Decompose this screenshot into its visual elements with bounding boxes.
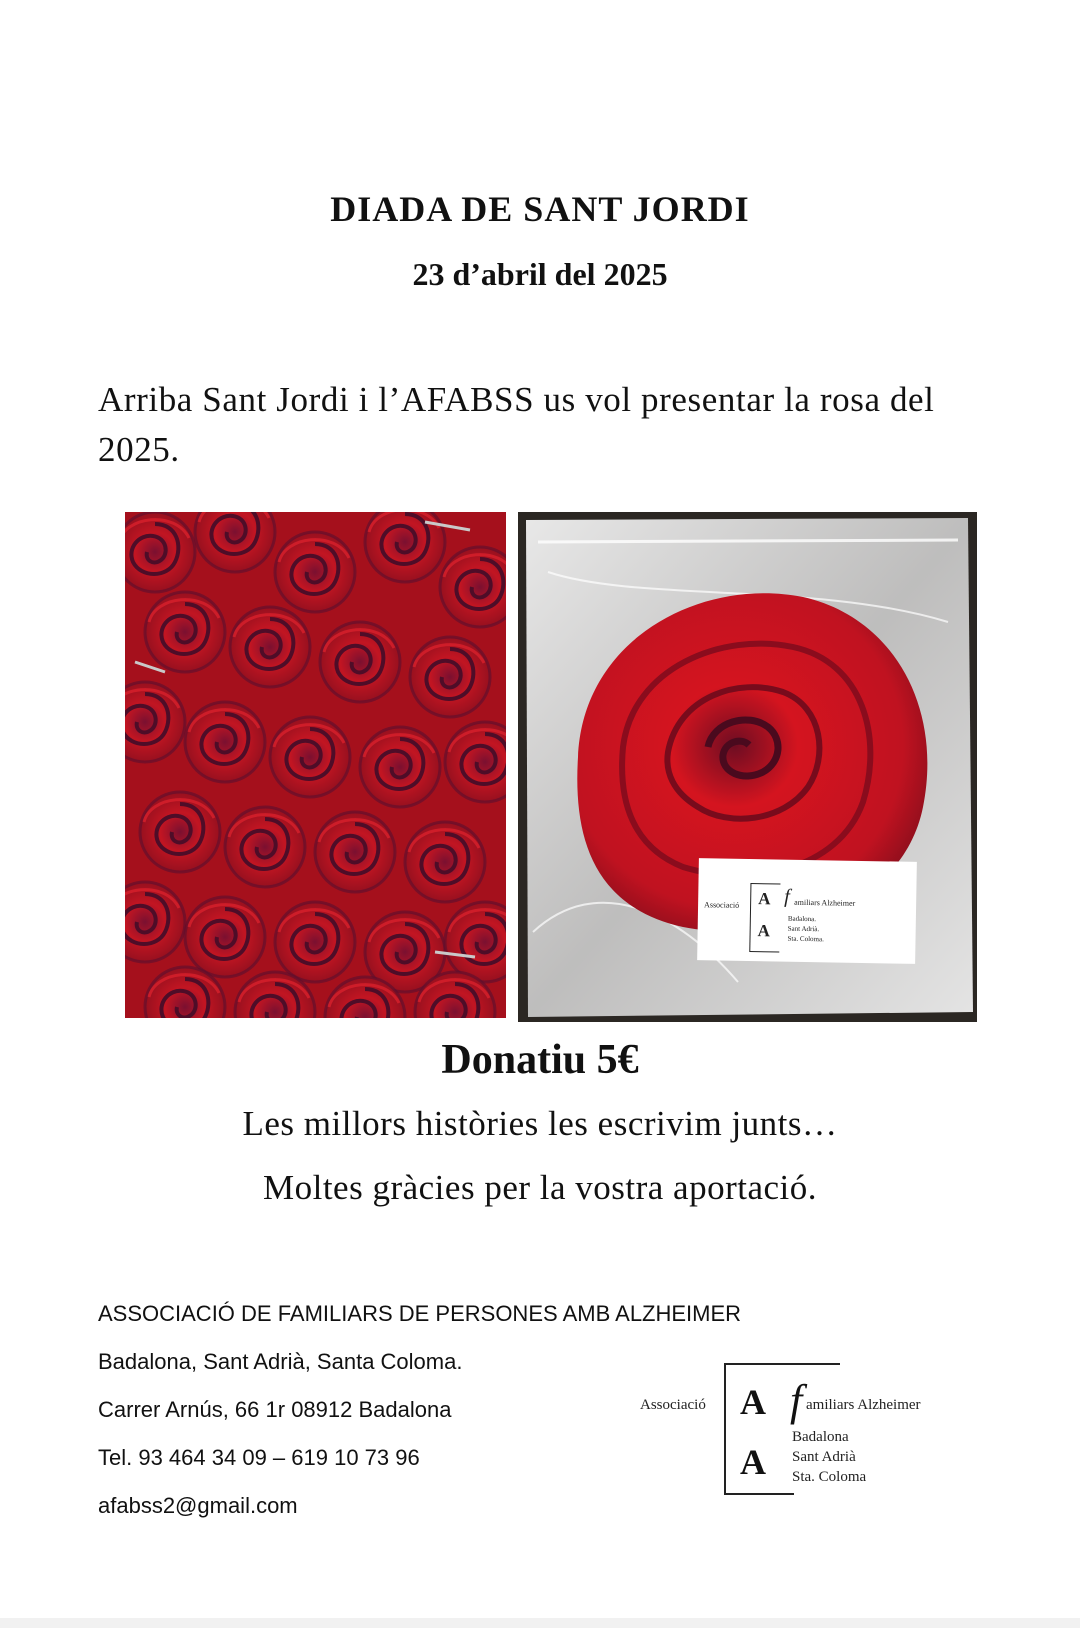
logo-letter-top: A: [740, 1382, 766, 1422]
contact-phone[interactable]: Tel. 93 464 34 09 – 619 10 73 96: [98, 1445, 420, 1470]
card-letter-bottom: A: [757, 921, 771, 941]
card-letter-top: A: [758, 889, 771, 909]
logo-letter-bottom: A: [740, 1442, 766, 1482]
logo-prefix: Associació: [640, 1397, 706, 1413]
event-title: DIADA DE SANT JORDI: [330, 189, 750, 229]
contact-email[interactable]: afabss2@gmail.com: [98, 1493, 298, 1518]
roses-pile-image: [125, 512, 506, 1018]
logo-bracket-top: [724, 1363, 840, 1365]
contact-org: ASSOCIACIÓ DE FAMILIARS DE PERSONES AMB ALZHEIMER: [98, 1301, 742, 1326]
contact-address: Carrer Arnús, 66 1r 08912 Badalona: [98, 1397, 452, 1422]
intro-paragraph: Arriba Sant Jordi i l’AFABSS us vol presentar la rosa del 2025.: [98, 380, 935, 469]
card-f-letter: f: [784, 885, 791, 908]
contact-area: Badalona, Sant Adrià, Santa Coloma.: [98, 1349, 463, 1374]
card-bracket-top: [750, 883, 780, 885]
bottom-strip: [0, 1618, 1080, 1628]
card-line-1: Badalona.: [787, 914, 817, 924]
donation-amount: Donatiu 5€: [441, 1037, 639, 1083]
afabss-logo: [640, 1363, 980, 1503]
card-bracket: [749, 883, 751, 951]
logo-line-2: Sant Adrià: [792, 1449, 856, 1465]
logo-f-rest: amiliars Alzheimer: [806, 1397, 921, 1413]
logo-bracket-bottom: [724, 1493, 794, 1495]
business-card: [697, 858, 917, 964]
slogan: Les millors històries les escrivim junts…: [242, 1104, 838, 1143]
logo-line-3: Sta. Coloma: [792, 1469, 867, 1485]
logo-f-letter: f: [790, 1376, 803, 1425]
logo-line-1: Badalona: [792, 1429, 849, 1445]
event-date: 23 d’abril del 2025: [412, 256, 668, 292]
thanks-message: Moltes gràcies per la vostra aportació.: [262, 1168, 818, 1207]
roses-pile-photo: [125, 512, 506, 1018]
logo-bracket: [724, 1363, 726, 1495]
card-prefix: Associació: [704, 900, 740, 910]
card-f-rest: amiliars Alzheimer: [794, 897, 856, 908]
card-bracket-bottom: [749, 951, 779, 953]
card-line-3: Sta. Coloma.: [787, 934, 824, 944]
card-line-2: Sant Adrià.: [787, 924, 820, 934]
packaged-rose-photo: [518, 512, 977, 1022]
